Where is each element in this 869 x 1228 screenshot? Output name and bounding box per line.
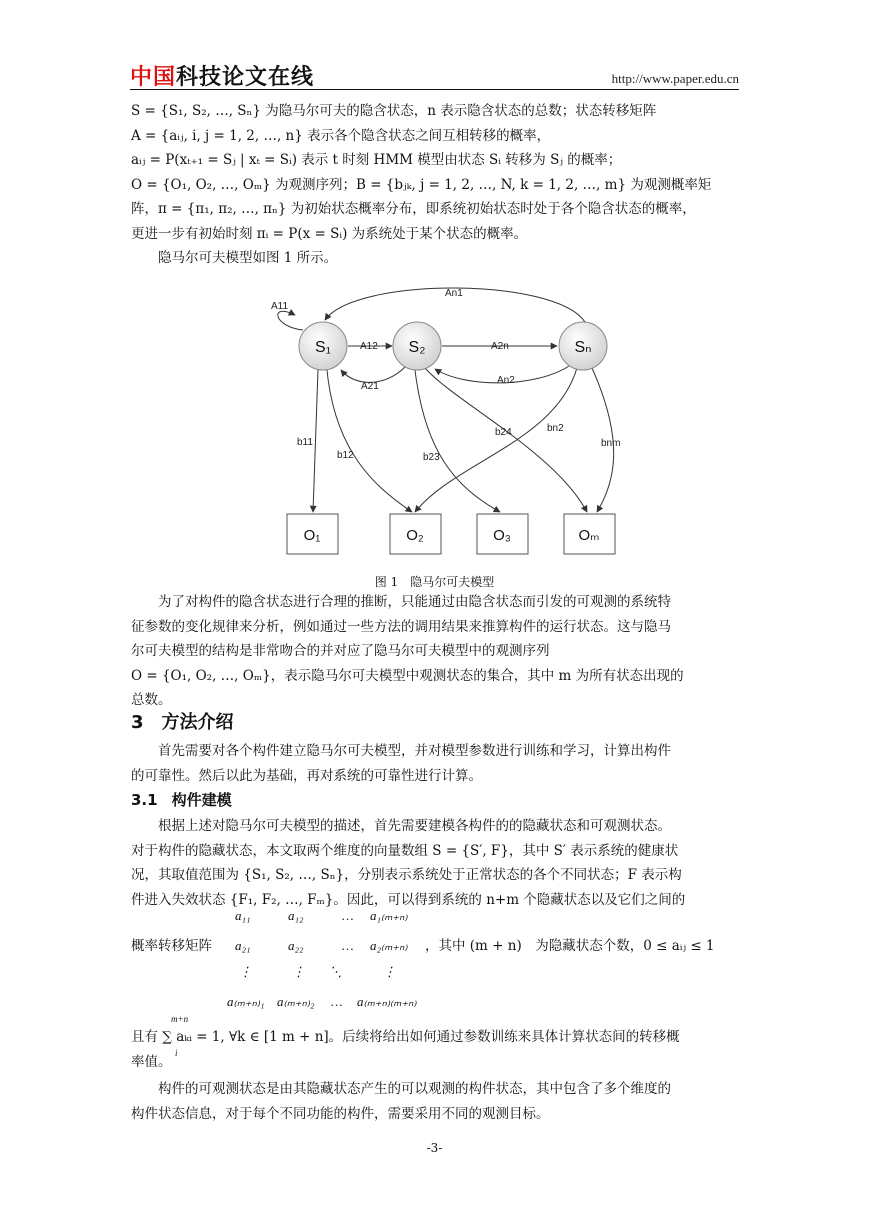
edge-label-b12: b12	[337, 450, 354, 461]
text-line: 件进入失效状态 {F₁, F₂, …, Fₘ}。因此，可以得到系统的 n+m 个隐藏状态以及它们之间的	[131, 891, 686, 908]
edge-label-b11: b11	[297, 437, 313, 448]
obs-label-om: Oₘ	[578, 527, 600, 544]
state-label-s2: S₂	[408, 339, 426, 356]
section-heading: 3 方法介绍	[131, 712, 234, 733]
edge-label-b23: b23	[423, 452, 440, 463]
matrix-cell: a₂₁	[235, 938, 251, 953]
text-line: 构件的可观测状态是由其隐藏状态产生的可以观测的构件状态，其中包含了多个维度的	[158, 1081, 671, 1097]
text-line: 根据上述对隐马尔可夫模型的描述，首先需要建模各构件的的隐藏状态和可观测状态。	[158, 818, 671, 834]
text-line: O = {O₁, O₂, …, Oₘ} 为观测序列；B = {bⱼₖ, j = 1, 2, …, N, k = 1, 2, …, m} 为观测概率矩	[131, 176, 712, 193]
edge-a11	[278, 311, 303, 330]
text-line: 更进一步有初始时刻 πᵢ = P(x = Sᵢ) 为系统处于某个状态的概率。	[131, 225, 528, 242]
edge-label-a2n: A2n	[491, 341, 509, 352]
matrix-cell: ⋮	[383, 964, 396, 979]
text-line: 构件状态信息，对于每个不同功能的构件，需要采用不同的观测目标。	[131, 1105, 550, 1122]
edge-label-an2: An2	[497, 375, 515, 386]
text-line: 为了对构件的隐含状态进行合理的推断，只能通过由隐含状态而引发的可观测的系统特	[158, 594, 671, 610]
matrix-tail-text: ，其中 (m + n) 为隐藏状态个数，0 ≤ aᵢⱼ ≤ 1	[425, 938, 715, 954]
matrix-cell: a₁₂	[288, 908, 304, 923]
definitions-paragraph	[131, 99, 737, 271]
sum-upper-limit: m+n	[171, 1014, 189, 1024]
state-label-s1: S₁	[314, 339, 332, 356]
header-rule	[130, 89, 739, 90]
observation-paragraph	[131, 590, 737, 713]
sum-constraint-paragraph	[131, 1025, 737, 1074]
state-label-sn: Sₙ	[574, 339, 592, 356]
matrix-cell: a₍ₘ₊ₙ₎₍ₘ₊ₙ₎	[357, 994, 417, 1009]
text-line: 且有 ∑ aₖᵢ = 1, ∀k ∈ [1 m + n]。后续将给出如何通过参数训练来具体计算状态间的转移概	[131, 1029, 680, 1045]
page-number: -3-	[426, 1141, 443, 1155]
site-logo: 中国科技论文在线	[130, 65, 315, 90]
transition-matrix	[225, 908, 425, 1018]
text-line: 总数。	[131, 692, 172, 708]
edge-b11	[313, 370, 318, 512]
matrix-cell: ⋮	[239, 964, 252, 979]
header-url[interactable]: http://www.paper.edu.cn	[611, 71, 739, 86]
text-line: O = {O₁, O₂, …, Oₘ}，表示隐马尔可夫模型中观测状态的集合，其中 m 为所有状态出现的	[131, 667, 684, 684]
matrix-cell: a₂₂	[288, 938, 304, 953]
modeling-paragraph	[131, 814, 737, 912]
obs-label-o1: O₁	[303, 527, 321, 544]
edge-label-b24: b24	[495, 427, 512, 438]
text-line: 的可靠性。然后以此为基础，再对系统的可靠性进行计算。	[131, 767, 482, 784]
subsection-heading: 3.1 构件建模	[131, 791, 232, 809]
hmm-diagram	[255, 282, 625, 557]
matrix-cell: a₂₍ₘ₊ₙ₎	[370, 938, 408, 953]
matrix-cell: a₍ₘ₊ₙ₎₂	[277, 994, 315, 1009]
matrix-cell: a₁₁	[235, 908, 251, 923]
edge-label-a11: A11	[271, 301, 289, 312]
matrix-cell: …	[342, 908, 354, 923]
text-line: 首先需要对各个构件建立隐马尔可夫模型，并对模型参数进行训练和学习，计算出构件	[158, 743, 671, 759]
observable-state-paragraph	[131, 1077, 737, 1126]
text-line: 隐马尔可夫模型如图 1 所示。	[158, 250, 338, 266]
obs-label-o2: O₂	[406, 527, 424, 544]
text-line: 况，其取值范围为 {S₁, S₂, …, Sₙ}，分别表示系统处于正常状态的各个不同状态；F 表示构	[131, 867, 682, 883]
text-line: A = {aᵢⱼ, i, j = 1, 2, …, n} 表示各个隐含状态之间互相转移的概率，	[131, 127, 551, 144]
text-line: 尔可夫模型的结构是非常吻合的并对应了隐马尔可夫模型中的观测序列	[131, 643, 550, 659]
obs-label-o3: O₃	[493, 527, 511, 544]
matrix-cell: …	[331, 994, 343, 1009]
matrix-cell: ⋱	[329, 964, 342, 979]
edge-b24	[425, 368, 587, 512]
matrix-cell: …	[342, 938, 354, 953]
text-line: aᵢⱼ = P(xₜ₊₁ = Sⱼ | xₜ = Sᵢ) 表示 t 时刻 HMM 模型由状态 Sᵢ 转移为 Sⱼ 的概率；	[131, 152, 622, 168]
edge-b23	[415, 370, 500, 512]
figure-caption: 图 1 隐马尔可夫模型	[374, 575, 495, 589]
section3-paragraph	[131, 739, 737, 788]
edge-label-a12: A12	[360, 341, 378, 352]
text-line: S = {S₁, S₂, …, Sₙ} 为隐马尔可夫的隐含状态，n 表示隐含状态的总数；状态转移矩阵	[131, 103, 657, 119]
edge-label-bnm: bnm	[601, 438, 621, 449]
edge-label-bn2: bn2	[547, 423, 564, 434]
text-line: 阵，π = {π₁, π₂, …, πₙ} 为初始状态概率分布，即系统初始状态时处于各个隐含状态的概率，	[131, 201, 696, 217]
sum-lower-index: i	[175, 1048, 178, 1058]
text-line: 对于构件的隐藏状态，本文取两个维度的向量数组 S = {S′, F}，其中 S′ 表示系统的健康状	[131, 842, 679, 859]
matrix-cell: a₁₍ₘ₊ₙ₎	[370, 908, 408, 923]
matrix-label: 概率转移矩阵	[131, 938, 212, 954]
text-line: 率值。	[131, 1053, 172, 1070]
matrix-cell: a₍ₘ₊ₙ₎₁	[227, 994, 265, 1009]
text-line: 征参数的变化规律来分析，例如通过一些方法的调用结果来推算构件的运行状态。这与隐马	[131, 618, 671, 635]
edge-bn2	[415, 368, 577, 512]
edge-label-a21: A21	[361, 381, 379, 392]
edge-label-an1: An1	[445, 288, 463, 299]
matrix-cell: ⋮	[292, 964, 305, 979]
